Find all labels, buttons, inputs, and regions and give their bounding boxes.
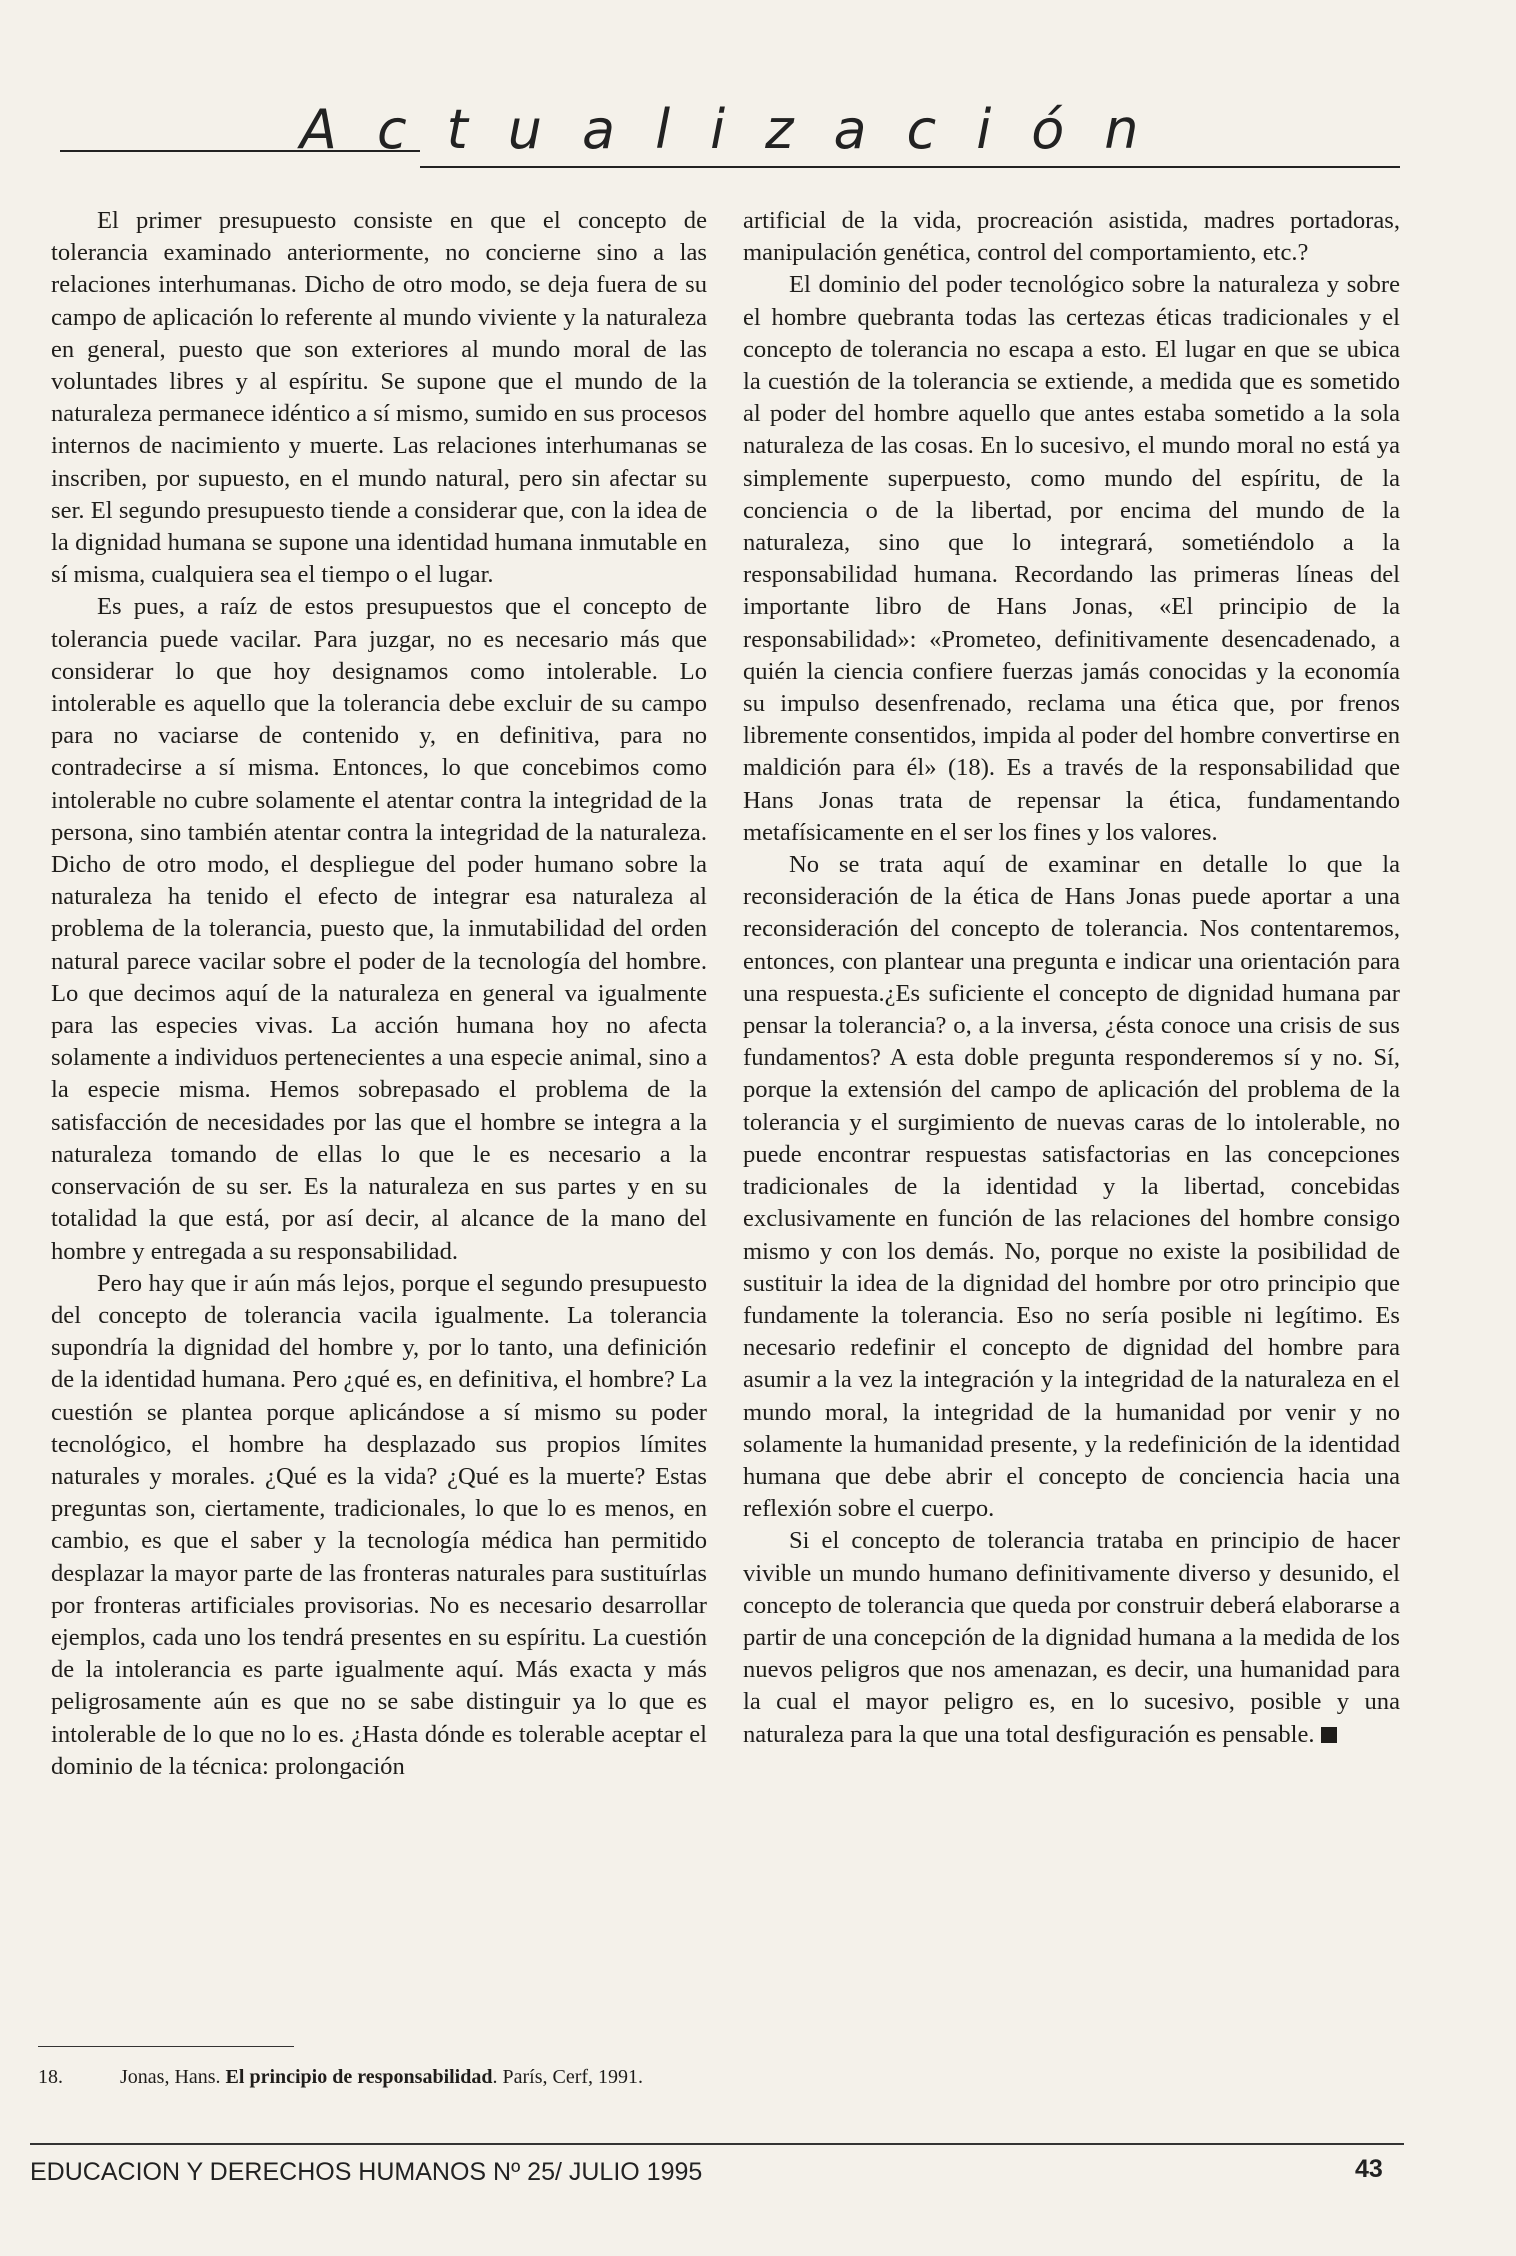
footnote-text [120, 2063, 720, 2091]
section-title: Actualización [300, 98, 1179, 161]
left-column [51, 205, 707, 1783]
paragraph: artificial de la vida, procreación asistida, madres portadoras, manipulación genética, control del comportamiento, etc.? [743, 207, 1400, 267]
paragraph-text: Si el concepto de tolerancia trataba en principio de hacer vivible un mundo humano definitivamente diverso y desunido, el concepto de tolerancia que queda por construir deberá elaborarse a partir de una concepción de la dignidad humana a la medida de los nuevos peligros que nos amenazan, es decir, una humanidad para la cual el mayor peligro es, en lo sucesivo, posible y una naturaleza para la que una total desfiguración es pensable. [743, 1527, 1400, 1748]
page-number: 43 [1355, 2155, 1383, 2183]
paragraph: Es pues, a raíz de estos presupuestos que el concepto de tolerancia puede vacilar. Para juzgar, no es necesario más que considerar lo que hoy designamos como intolerable. Lo intolerable es aquello que la tolerancia debe excluir de su campo para no vaciarse de contenido y, en definitiva, para no contradecirse a sí misma. Entonces, lo que concebimos como intolerable no cubre solamente el atentar contra la integridad de la persona, sino también atentar contra la integridad de la naturaleza. Dicho de otro modo, el despliegue del poder humano sobre la naturaleza ha tenido el efecto de integrar esa naturaleza al problema de la tolerancia, puesto que, la inmutabilidad del orden natural parece vacilar sobre el poder de la tecnología del hombre. Lo que decimos aquí de la naturaleza en general va igualmente para las especies vivas. La acción humana hoy no afecta solamente a individuos pertenecientes a una especie animal, sino a la especie misma. Hemos sobrepasado el problema de la satisfacción de necesidades por las que el hombre se integra a la naturaleza tomando de ellas lo que le es necesario a la conservación de su ser. Es la naturaleza en sus partes y en su totalidad la que está, por así decir, al alcance de la mano del hombre y entregada a su responsabilidad. [51, 593, 707, 1265]
end-mark [1321, 1727, 1337, 1743]
footnote-title: El principio de responsabilidad [225, 2066, 493, 2088]
footnote-rule [38, 2046, 294, 2047]
footer-publication: EDUCACION Y DERECHOS HUMANOS Nº 25/ JULIO 1995 [30, 2158, 703, 2186]
paragraph-last [743, 1525, 1400, 1750]
paragraph: No se trata aquí de examinar en detalle lo que la reconsideración de la ética de Hans Jonas puede aportar a una reconsideración del concepto de tolerancia. Nos contentaremos, entonces, con plantear una pregunta e indicar una orientación para una respuesta.¿Es suficiente el concepto de dignidad humana par pensar la tolerancia? o, a la inversa, ¿ésta conoce una crisis de sus fundamentos? A esta doble pregunta responderemos sí y no. Sí, porque la extensión del campo de aplicación del problema de la tolerancia y el surgimiento de nuevas caras de lo intolerable, no puede encontrar respuestas satisfactorias en las concepciones tradicionales de la identidad y la libertad, concebidas exclusivamente en función de las relaciones del hombre consigo mismo y con los demás. No, porque no existe la posibilidad de sustituir la idea de la dignidad del hombre por otro principio que fundamente la tolerancia. Eso no sería posible ni legítimo. Es necesario redefinir el concepto de dignidad del hombre para asumir a la vez la integración y la integridad de la naturaleza en el mundo moral, la integridad de la humanidad por venir y no solamente la humanidad presente, y la redefinición de la identidad humana que debe abrir el concepto de conciencia hacia una reflexión sobre el cuerpo. [743, 851, 1400, 1523]
right-column [743, 205, 1400, 1751]
footer-rule [30, 2143, 1404, 2145]
paragraph: El primer presupuesto consiste en que el concepto de tolerancia examinado anteriormente, no concierne sino a las relaciones interhumanas. Dicho de otro modo, se deja fuera de su campo de aplicación lo referente al mundo viviente y la naturaleza en general, puesto que son exteriores al mundo moral de las voluntades libres y al espíritu. Se supone que el mundo de la naturaleza permanece idéntico a sí mismo, sumido en sus procesos internos de nacimiento y muerte. Las relaciones interhumanas se inscriben, por supuesto, en el mundo natural, pero sin afectar su ser. El segundo presupuesto tiende a considerar que, con la idea de la dignidad humana se supone una identidad humana inmutable en sí misma, cualquiera sea el tiempo o el lugar. [51, 207, 707, 589]
footnote-rest: . París, Cerf, 1991. [492, 2066, 644, 2088]
paragraph: Pero hay que ir aún más lejos, porque el segundo presupuesto del concepto de tolerancia vacila igualmente. La tolerancia supondría la dignidad del hombre y, por lo tanto, una definición de la identidad humana. Pero ¿qué es, en definitiva, el hombre? La cuestión se plantea porque aplicándose a sí mismo su poder tecnológico, el hombre ha desplazado sus propios límites naturales y morales. ¿Qué es la vida? ¿Qué es la muerte? Estas preguntas son, ciertamente, tradicionales, lo que lo es menos, en cambio, es que el saber y la tecnología médica han permitido desplazar la mayor parte de las fronteras naturales para sustituírlas por fronteras artificiales provisorias. No es necesario desarrollar ejemplos, cada uno los tendrá presentes en su espíritu. La cuestión de la intolerancia es parte igualmente aquí. Más exacta y más peligrosamente aún es que no se sabe distinguir ya lo que es intolerable de lo que no lo es. ¿Hasta dónde es tolerable aceptar el dominio de la técnica: prolongación [51, 1269, 707, 1780]
footnote-author: Jonas, Hans. [120, 2066, 221, 2088]
paragraph: El dominio del poder tecnológico sobre la naturaleza y sobre el hombre quebranta todas las certezas éticas tradicionales y el concepto de tolerancia no escapa a esto. El lugar en que se ubica la cuestión de la tolerancia se extiende, a medida que es sometido al poder del hombre aquello que antes estaba sometido a la sola naturaleza de las cosas. En lo sucesivo, el mundo moral no está ya simplemente superpuesto, como mundo del espíritu, de la conciencia o de la libertad, por encima del mundo de la naturaleza, sino que lo integrará, sometiéndolo a la responsabilidad humana. Recordando las primeras líneas del importante libro de Hans Jonas, «El principio de la responsabilidad»: «Prometeo, definitivamente desencadenado, a quién la ciencia confiere fuerzas jamás conocidas y la economía su impulso desenfrenado, reclama una ética que, por frenos libremente consentidos, impida al poder del hombre convertirse en maldición para él» (18). Es a través de la responsabilidad que Hans Jonas trata de repensar la ética, fundamentando metafísicamente en el ser los fines y los valores. [743, 271, 1400, 846]
header-rule-right [420, 166, 1400, 168]
footnote-number: 18. [38, 2066, 63, 2088]
